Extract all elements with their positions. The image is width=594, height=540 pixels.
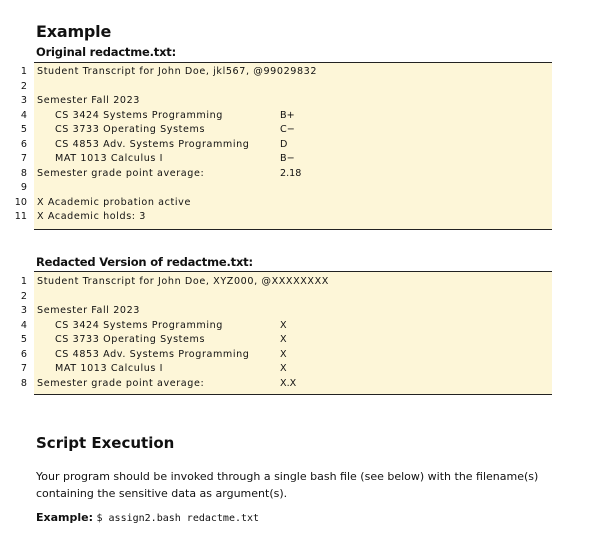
line-number: 2 xyxy=(20,80,27,92)
code-line xyxy=(0,152,594,167)
code-line xyxy=(0,65,594,80)
line-text: Student Transcript for John Doe, jkl567, @99029832 xyxy=(37,66,318,77)
line-value: X.X xyxy=(280,377,297,389)
line-text: Semester grade point average: xyxy=(37,377,205,389)
code-line xyxy=(0,275,594,290)
line-text: X Academic holds: 3 xyxy=(37,211,146,222)
line-number: 4 xyxy=(20,109,27,121)
line-value: X xyxy=(280,363,287,374)
line-number: 6 xyxy=(20,348,27,360)
code-line xyxy=(0,94,594,109)
line-text: CS 4853 Adv. Systems Programming xyxy=(55,138,250,150)
code-line xyxy=(0,290,594,305)
line-text: CS 4853 Adv. Systems Programming xyxy=(55,348,250,360)
code-line xyxy=(0,167,594,182)
line-number: 6 xyxy=(20,138,27,150)
line-number: 5 xyxy=(20,334,27,345)
code-line xyxy=(0,123,594,138)
line-text: CS 3424 Systems Programming xyxy=(55,109,223,121)
line-number: 11 xyxy=(14,211,27,222)
code-line xyxy=(0,362,594,377)
page-title: Example xyxy=(36,22,112,41)
code-line xyxy=(0,196,594,211)
section-paragraph: Your program should be invoked through a single bash file (see below) with the filename(s) containing the sensitive data as argument(s). xyxy=(36,470,539,500)
line-text: MAT 1013 Calculus I xyxy=(55,153,164,164)
code-line xyxy=(0,181,594,196)
line-number: 8 xyxy=(20,377,27,389)
section-heading: Script Execution xyxy=(36,434,175,452)
line-number: 3 xyxy=(20,305,27,316)
line-value: X xyxy=(280,334,287,345)
line-number: 1 xyxy=(20,66,27,77)
example-line xyxy=(36,511,259,524)
line-text: CS 3733 Operating Systems xyxy=(55,334,206,345)
line-value: C− xyxy=(280,124,295,135)
line-value: 2.18 xyxy=(280,167,302,179)
line-value: X xyxy=(280,348,287,360)
line-text: X Academic probation active xyxy=(37,196,191,208)
line-number: 10 xyxy=(14,196,27,208)
example-command: $ assign2.bash redactme.txt xyxy=(96,513,260,524)
line-number: 5 xyxy=(20,124,27,135)
original-heading: Original redactme.txt: xyxy=(36,45,176,59)
line-value: B+ xyxy=(280,109,295,121)
redacted-heading: Redacted Version of redactme.txt: xyxy=(36,255,253,269)
code-line xyxy=(0,138,594,153)
line-text: MAT 1013 Calculus I xyxy=(55,363,164,374)
code-line xyxy=(0,109,594,124)
line-value: X xyxy=(280,319,287,331)
line-number: 7 xyxy=(20,153,27,164)
line-number: 4 xyxy=(20,319,27,331)
line-number: 9 xyxy=(20,182,27,193)
line-number: 7 xyxy=(20,363,27,374)
line-text: Semester Fall 2023 xyxy=(37,95,141,106)
line-number: 3 xyxy=(20,95,27,106)
code-line xyxy=(0,80,594,95)
line-text: Semester Fall 2023 xyxy=(37,305,141,316)
line-number: 8 xyxy=(20,167,27,179)
line-value: B− xyxy=(280,153,295,164)
line-number: 1 xyxy=(20,276,27,287)
line-value: D xyxy=(280,138,288,150)
code-line xyxy=(0,210,594,225)
code-line xyxy=(0,348,594,363)
example-label: Example: xyxy=(36,511,93,524)
code-line xyxy=(0,304,594,319)
code-line xyxy=(0,319,594,334)
line-number: 2 xyxy=(20,290,27,302)
code-line xyxy=(0,377,594,392)
code-line xyxy=(0,333,594,348)
line-text: CS 3733 Operating Systems xyxy=(55,124,206,135)
line-text: Semester grade point average: xyxy=(37,167,205,179)
line-text: CS 3424 Systems Programming xyxy=(55,319,223,331)
line-text: Student Transcript for John Doe, XYZ000, @XXXXXXXX xyxy=(37,276,329,287)
